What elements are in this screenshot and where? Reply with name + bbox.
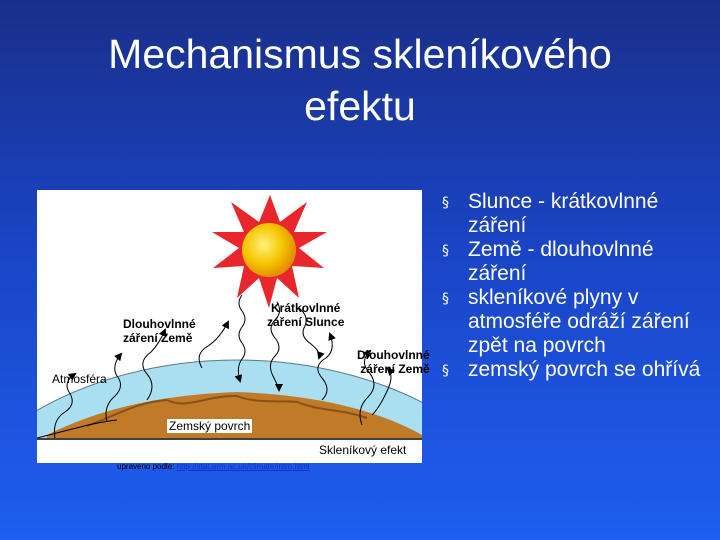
label-atmosphere: Atmosféra xyxy=(52,372,107,386)
label-surface: Zemský povrch xyxy=(169,419,251,433)
greenhouse-diagram xyxy=(37,190,430,463)
bullet-marker-icon: § xyxy=(442,195,449,211)
label-longwave-right: Dlouhovlnné záření Země xyxy=(357,348,430,376)
bullet-marker-icon: § xyxy=(442,291,449,307)
credit-prefix: upraveno podle: xyxy=(117,462,175,471)
page-title xyxy=(0,28,720,132)
page-title-line2: efektu xyxy=(304,83,416,129)
bullet-marker-icon: § xyxy=(442,243,449,259)
bullet-item: § Slunce - krátkovlnné záření xyxy=(442,190,659,237)
sun-icon xyxy=(212,195,327,308)
bullet-marker-icon: § xyxy=(442,363,449,379)
credit-link[interactable]: http://stat.arm.ac.uk/climate/intro.html xyxy=(176,462,310,471)
page-title-line1: Mechanismus skleníkového xyxy=(108,31,612,77)
label-greenhouse: Skleníkový efekt xyxy=(319,443,407,457)
source-credit xyxy=(117,462,310,471)
bullet-list xyxy=(442,190,712,382)
bullet-item: § skleníkové plyny v atmosféře odráží záření zpět na povrch xyxy=(442,286,690,357)
label-longwave-left: Dlouhovlnné záření Země xyxy=(123,317,196,345)
bullet-item: § zemský povrch se ohřívá xyxy=(442,358,701,381)
label-shortwave: Krátkovlnné záření Slunce xyxy=(267,301,345,329)
bullet-item: § Země - dlouhovlnné záření xyxy=(442,238,654,285)
